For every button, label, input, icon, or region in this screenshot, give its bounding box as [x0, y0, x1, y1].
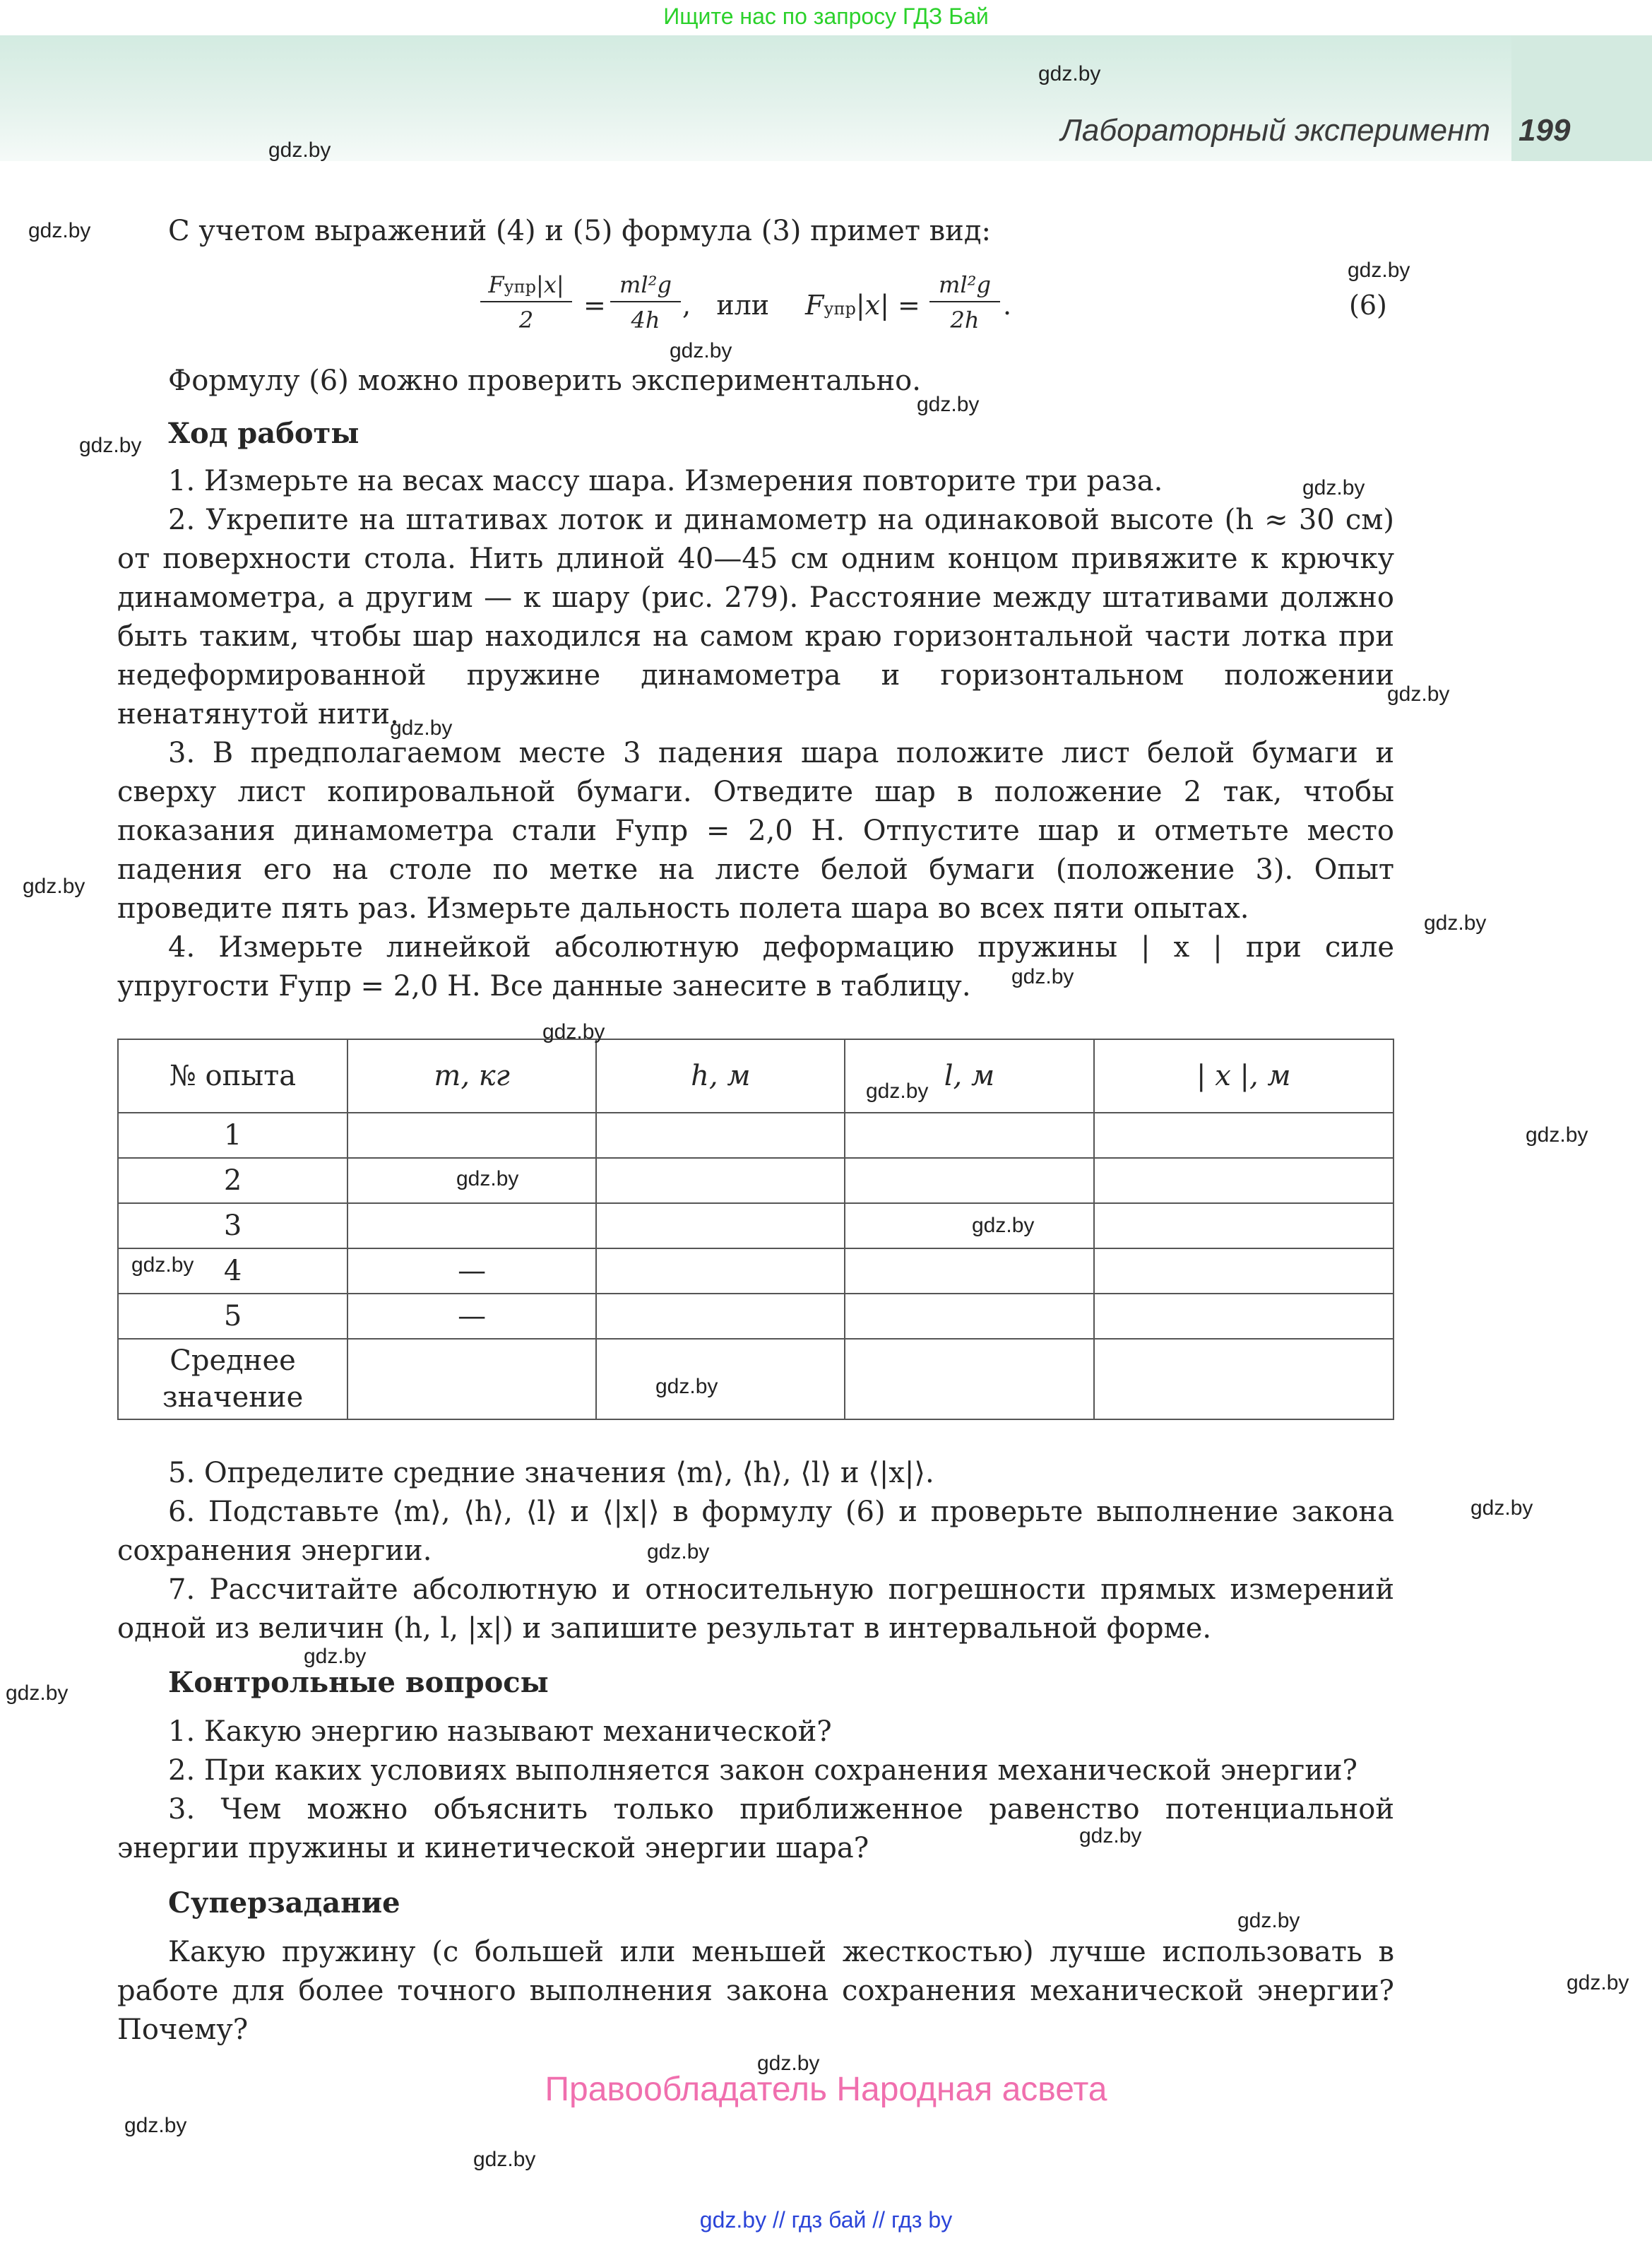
table-cell: [347, 1113, 596, 1158]
watermark: gdz.by: [1526, 1123, 1588, 1147]
table-cell: Среднее значение: [118, 1339, 347, 1419]
watermark: gdz.by: [655, 1375, 718, 1398]
watermark: gdz.by: [1237, 1909, 1300, 1932]
watermark: gdz.by: [1424, 911, 1487, 935]
watermark: gdz.by: [268, 138, 331, 162]
watermark: gdz.by: [456, 1167, 519, 1190]
watermark: gdz.by: [1038, 62, 1101, 85]
table-cell: [1094, 1113, 1393, 1158]
table-header: m, кг: [347, 1039, 596, 1113]
watermark: gdz.by: [917, 393, 980, 416]
control-question-1: 1. Какую энергию называют механической?: [168, 1715, 832, 1748]
table-cell: 4: [118, 1248, 347, 1294]
table-cell: [845, 1339, 1093, 1419]
control-heading: Контрольные вопросы: [168, 1666, 549, 1699]
formula-eq1: =: [583, 290, 606, 321]
table-cell: [1094, 1339, 1393, 1419]
table-cell: 1: [118, 1113, 347, 1158]
footer-links[interactable]: gdz.by // гдз бай // гдз by: [699, 2207, 953, 2233]
watermark: gdz.by: [1348, 259, 1410, 282]
formula-rhs-left: Fупр|x| =: [805, 290, 920, 321]
formula-mid-fraction: $\frac{\text{ml²g}}{4h}$: [610, 271, 681, 333]
running-head-title: Лабораторный эксперимент: [1060, 113, 1490, 148]
table-cell: 2: [118, 1158, 347, 1203]
watermark: gdz.by: [972, 1214, 1035, 1237]
table-row: [118, 1203, 1393, 1248]
formula-6: [480, 271, 1398, 349]
watermark: gdz.by: [1302, 476, 1365, 499]
table-row: [118, 1248, 1393, 1294]
formula-dot: .: [1003, 290, 1012, 321]
watermark: gdz.by: [1079, 1824, 1142, 1847]
control-question-2: 2. При каких условиях выполняется закон сохранения механической энергии?: [168, 1754, 1357, 1787]
table-cell: [1094, 1294, 1393, 1339]
watermark: gdz.by: [757, 2052, 820, 2075]
copyright-credit: Правообладатель Народная асвета: [545, 2071, 1107, 2108]
work-step-2: 2. Укрепите на штативах лоток и динамометр на одинаковой высоте (h ≈ 30 см) от поверхности стола. Нить длиной 40—45 см одним концом привяжите к крючку динамометра, а другим — к шару (рис. 279). Расстояние между штативами должно быть таким, чтобы шар находился на самом краю горизонтальной части лотка при недеформированной пружине динамометра и горизонтальном положении ненатянутой нити.: [117, 504, 1394, 731]
table-header-row: [118, 1039, 1393, 1113]
results-table: [117, 1039, 1394, 1420]
table-cell: [1094, 1158, 1393, 1203]
table-row: [118, 1339, 1393, 1419]
work-step-4: 4. Измерьте линейкой абсолютную деформацию пружины | x | при силе упругости Fупр = 2,0 Н. Все данные занесите в таблицу.: [117, 931, 1394, 1003]
watermark: gdz.by: [1567, 1971, 1629, 1994]
table-cell: [596, 1339, 845, 1419]
table-cell: 5: [118, 1294, 347, 1339]
table-cell: [845, 1113, 1093, 1158]
table-cell: 3: [118, 1203, 347, 1248]
table-row: [118, 1113, 1393, 1158]
watermark: gdz.by: [131, 1253, 194, 1277]
table-cell: [596, 1158, 845, 1203]
work-step-3: 3. В предполагаемом месте 3 падения шара положите лист белой бумаги и сверху лист копировальной бумаги. Отведите шар в положение 2 так, чтобы показания динамометра стали Fупр = 2,0 Н. Отпустите шар и отметьте место падения его на столе по метке на листе белой бумаги (положение 3). Опыт проведите пять раз. Измерьте дальность полета шара во всех пяти опытах.: [117, 737, 1394, 925]
table-header: h, м: [596, 1039, 845, 1113]
super-heading: Суперзадание: [168, 1886, 400, 1920]
watermark: gdz.by: [542, 1020, 605, 1043]
table-cell: [1094, 1203, 1393, 1248]
table-cell: [845, 1203, 1093, 1248]
table-cell: [845, 1158, 1093, 1203]
work-step-1: 1. Измерьте на весах массу шара. Измерения повторите три раза.: [168, 465, 1163, 497]
table-cell: [845, 1248, 1093, 1294]
watermark: gdz.by: [1387, 682, 1450, 706]
watermark: gdz.by: [670, 339, 732, 362]
table-cell: [347, 1339, 596, 1419]
table-header: № опыта: [118, 1039, 347, 1113]
watermark: gdz.by: [28, 219, 91, 242]
formula-or: , или: [682, 290, 770, 321]
watermark: gdz.by: [6, 1681, 69, 1705]
watermark: gdz.by: [124, 2114, 187, 2137]
after-formula-text: Формулу (6) можно проверить экспериментально.: [168, 365, 921, 397]
watermark: gdz.by: [23, 875, 85, 898]
watermark: gdz.by: [866, 1080, 929, 1103]
table-row: [118, 1294, 1393, 1339]
table-cell: [596, 1294, 845, 1339]
watermark: gdz.by: [79, 434, 142, 457]
table-cell: [1094, 1248, 1393, 1294]
watermark: gdz.by: [647, 1540, 710, 1563]
watermark: gdz.by: [304, 1645, 367, 1668]
table-cell: —: [347, 1294, 596, 1339]
watermark: gdz.by: [1470, 1496, 1533, 1520]
work-step-6: 6. Подставьте ⟨m⟩, ⟨h⟩, ⟨l⟩ и ⟨|x|⟩ в формулу (6) и проверьте выполнение закона сохранения энергии.: [117, 1496, 1394, 1567]
formula-number: (6): [1349, 290, 1387, 321]
watermark: gdz.by: [390, 716, 453, 740]
formula-rhs-fraction: $\frac{\text{ml²g}}{2h}$: [929, 271, 1000, 333]
table-cell: [596, 1203, 845, 1248]
table-header: | x |, м: [1094, 1039, 1393, 1113]
table-cell: [596, 1113, 845, 1158]
table-header: l, м: [845, 1039, 1093, 1113]
table-cell: [845, 1294, 1093, 1339]
work-step-5: 5. Определите средние значения ⟨m⟩, ⟨h⟩, ⟨l⟩ и ⟨|x|⟩.: [168, 1457, 934, 1489]
page-number: 199: [1519, 113, 1571, 148]
table-cell: [347, 1203, 596, 1248]
super-task-text: Какую пружину (с большей или меньшей жесткостью) лучше использовать в работе для более точного выполнения закона сохранения механической энергии? Почему?: [117, 1936, 1394, 2046]
top-banner[interactable]: Ищите нас по запросу ГДЗ Бай: [663, 4, 989, 29]
table-cell: [596, 1248, 845, 1294]
watermark: gdz.by: [473, 2148, 536, 2171]
control-question-3: 3. Чем можно объяснить только приближенное равенство потенциальной энергии пружины и кинетической энергии шара?: [117, 1793, 1394, 1864]
table-cell: —: [347, 1248, 596, 1294]
table-row: [118, 1158, 1393, 1203]
watermark: gdz.by: [1011, 965, 1074, 988]
intro-text: С учетом выражений (4) и (5) формула (3) примет вид:: [168, 215, 991, 247]
work-heading: Ход работы: [168, 417, 359, 450]
work-step-7: 7. Рассчитайте абсолютную и относительную погрешности прямых измерений одной из величин (h, l, |x|) и запишите результат в интервальной форме.: [117, 1573, 1394, 1645]
formula-lhs-fraction: Fупр|x| 2: [480, 271, 572, 333]
